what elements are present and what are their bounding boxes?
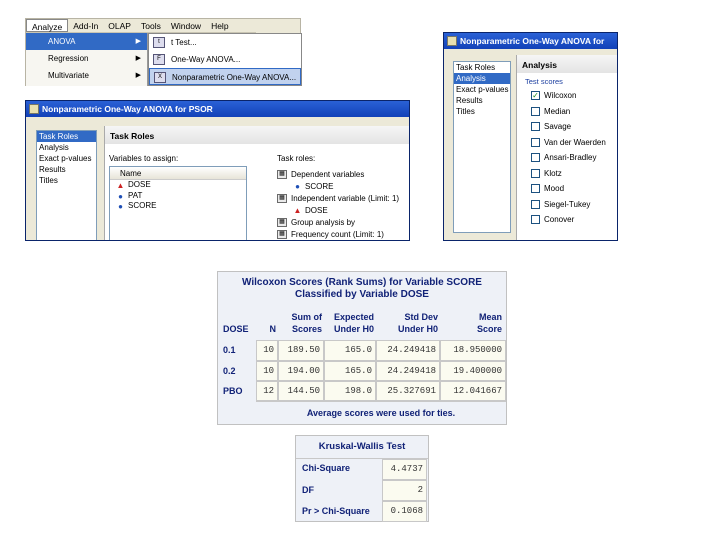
option-van-der-waerden[interactable] <box>517 135 618 151</box>
submenu-arrow-icon: ▶ <box>135 38 141 45</box>
role-value-score[interactable] <box>291 181 333 192</box>
cell-std-dev: 25.327691 <box>376 381 440 401</box>
task-roles-label: Task roles: <box>277 154 316 163</box>
option-label: Ansari-Bradley <box>544 153 597 162</box>
anova-icon: F <box>153 54 165 65</box>
menubar <box>26 19 256 33</box>
cell-mean-score: 19.400000 <box>440 361 506 381</box>
cell-sum-scores: 144.50 <box>278 381 324 401</box>
role-label: Group analysis by <box>291 218 356 227</box>
role-group-icon: ▦ <box>277 218 287 227</box>
nav-item-task-roles[interactable]: Task Roles <box>456 63 496 72</box>
nav-item-results[interactable]: Results <box>456 96 483 105</box>
cell-std-dev: 24.249418 <box>376 340 440 361</box>
window-title: Nonparametric One-Way ANOVA for <box>460 36 605 46</box>
table-footnote: Average scores were used for ties. <box>256 401 506 423</box>
option-label: Siegel-Tukey <box>544 199 591 209</box>
row-label-dose: 0.1 <box>223 345 236 355</box>
nav-item-task-roles[interactable]: Task Roles <box>37 131 96 142</box>
option-siegel-tukey[interactable] <box>517 197 618 213</box>
panel-heading: Task Roles <box>105 126 410 144</box>
menu-olap[interactable]: OLAP <box>108 21 131 31</box>
role-value-dose[interactable] <box>291 205 328 216</box>
numeric-var-icon: ● <box>295 182 300 191</box>
menu-item-label: Multivariate <box>48 71 89 80</box>
window-app-icon <box>29 104 39 114</box>
task-nav-list <box>453 61 511 233</box>
option-mood[interactable] <box>517 181 618 197</box>
cell-chi-square: 4.4737 <box>382 459 427 480</box>
row-label-dose: PBO <box>223 386 243 396</box>
role-dependent-variables[interactable] <box>277 169 364 180</box>
cell-std-dev: 24.249418 <box>376 361 440 381</box>
anova-submenu <box>148 33 302 86</box>
test-scores-group-label: Test scores <box>525 77 563 86</box>
menu-help[interactable]: Help <box>211 21 229 31</box>
column-header-mean-line1: Mean <box>478 312 502 322</box>
role-label: Dependent variables <box>291 170 365 179</box>
cell-mean-score: 12.041667 <box>440 381 506 401</box>
role-label: Independent variable (Limit: 1) <box>291 194 400 203</box>
task-roles-panel <box>104 126 410 241</box>
nonparametric-icon: X <box>154 72 166 83</box>
role-label: SCORE <box>305 182 334 191</box>
row-label-df: DF <box>302 485 314 495</box>
nav-item-analysis[interactable]: Analysis <box>39 143 69 152</box>
nav-item-analysis[interactable]: Analysis <box>454 73 510 84</box>
character-var-icon: ▲ <box>116 181 125 190</box>
column-header-sum-line2: Scores <box>291 324 322 334</box>
column-header-expected-line1: Expected <box>333 312 374 322</box>
nav-item-titles[interactable]: Titles <box>456 107 475 116</box>
option-conover[interactable] <box>517 212 618 228</box>
menu-analyze[interactable]: Analyze <box>26 19 68 32</box>
role-group-icon: ▦ <box>277 194 287 203</box>
window-app-icon <box>447 36 457 46</box>
option-label: Median <box>544 106 571 116</box>
variable-item-score[interactable] <box>110 201 246 212</box>
kruskal-wallis-table <box>295 435 429 522</box>
nav-item-exact-p-values[interactable]: Exact p-values <box>39 154 92 163</box>
nav-item-exact-p-values[interactable]: Exact p-values <box>456 85 509 94</box>
nav-item-results[interactable]: Results <box>39 165 66 174</box>
checkbox-icon[interactable] <box>531 138 540 147</box>
menu-add-in[interactable]: Add-In <box>73 21 99 31</box>
column-header-stddev-line1: Std Dev <box>404 312 438 322</box>
row-label-pr-chi-square: Pr > Chi-Square <box>302 506 370 516</box>
option-klotz[interactable] <box>517 166 618 182</box>
table-subtitle-line: Classified by Variable DOSE <box>295 289 429 300</box>
option-savage[interactable] <box>517 119 618 135</box>
checkbox-icon[interactable] <box>531 153 540 162</box>
submenu-item-label: Nonparametric One-Way ANOVA... <box>172 73 297 82</box>
window-title: Nonparametric One-Way ANOVA for PSOR <box>42 104 213 114</box>
menu-item-label: Regression <box>48 54 89 63</box>
table-title-line: Wilcoxon Scores (Rank Sums) for Variable SCORE <box>242 277 482 288</box>
wilcoxon-scores-table <box>217 271 507 425</box>
task-nav-list <box>36 130 97 241</box>
variable-item-dose[interactable] <box>110 180 246 191</box>
cell-expected: 165.0 <box>324 361 376 381</box>
role-group-icon: ▦ <box>277 230 287 239</box>
column-header-mean-line2: Score <box>476 324 502 334</box>
option-label: Savage <box>544 122 572 131</box>
analysis-window <box>443 32 618 241</box>
checkbox-icon[interactable] <box>531 169 540 178</box>
role-independent-variable[interactable] <box>277 193 399 204</box>
role-group-icon: ▦ <box>277 170 287 179</box>
menu-item-regression[interactable] <box>26 50 147 67</box>
checkbox-icon[interactable] <box>531 122 540 131</box>
role-label: Frequency count (Limit: 1) <box>291 230 384 239</box>
cell-n: 12 <box>256 381 278 401</box>
menu-item-multivariate[interactable] <box>26 67 147 84</box>
checkbox-icon[interactable] <box>531 200 540 209</box>
cell-pr-chi-square: 0.1068 <box>382 501 427 522</box>
checkbox-icon[interactable] <box>531 215 540 224</box>
ttest-icon: t <box>153 37 165 48</box>
column-header-name[interactable]: Name <box>110 167 246 180</box>
table-title: Kruskal-Wallis Test <box>296 436 428 459</box>
variable-label: SCORE <box>128 201 157 210</box>
numeric-var-icon: ● <box>118 191 123 201</box>
analysis-panel <box>516 55 618 241</box>
table-title <box>218 272 506 301</box>
nav-item-titles[interactable]: Titles <box>39 176 58 185</box>
option-label: Klotz <box>544 168 562 178</box>
row-label-dose: 0.2 <box>223 366 236 376</box>
checkbox-icon[interactable] <box>531 107 540 116</box>
submenu-arrow-icon: ▶ <box>135 55 141 62</box>
option-label: Van der Waerden <box>544 137 606 147</box>
cell-sum-scores: 194.00 <box>278 361 324 381</box>
column-header-sum-line1: Sum of <box>291 312 322 322</box>
option-label: Conover <box>544 215 575 224</box>
option-label: Mood <box>544 184 565 193</box>
cell-sum-scores: 189.50 <box>278 340 324 361</box>
cell-expected: 165.0 <box>324 340 376 361</box>
row-label-chi-square: Chi-Square <box>302 463 351 473</box>
menu-item-anova[interactable] <box>26 33 147 50</box>
menu-window[interactable]: Window <box>170 21 202 31</box>
submenu-item-label: t Test... <box>171 38 197 47</box>
submenu-item-one-way-anova[interactable] <box>149 51 301 68</box>
column-header-stddev-line2: Under H0 <box>397 324 438 334</box>
menu-item-label: ANOVA <box>48 37 76 46</box>
character-var-icon: ▲ <box>293 206 302 215</box>
checkbox-checked-icon[interactable]: ✓ <box>532 91 539 100</box>
cell-n: 10 <box>256 361 278 381</box>
menu-tools[interactable]: Tools <box>140 21 161 31</box>
column-header-n: N <box>269 324 276 334</box>
column-header-dose: DOSE <box>223 324 249 334</box>
panel-heading: Analysis <box>517 55 618 73</box>
submenu-item-label: One-Way ANOVA... <box>171 55 241 64</box>
analyze-dropdown <box>26 33 148 86</box>
cell-df: 2 <box>382 480 427 501</box>
role-group-analysis-by[interactable] <box>277 217 355 228</box>
submenu-item-nonparametric-anova[interactable] <box>149 68 301 85</box>
variable-label: PAT <box>128 190 143 200</box>
numeric-var-icon: ● <box>118 202 123 211</box>
option-median[interactable] <box>517 104 618 120</box>
option-ansari-bradley[interactable] <box>517 150 618 166</box>
submenu-item-t-test[interactable] <box>149 34 301 51</box>
checkbox-icon[interactable] <box>531 184 540 193</box>
variables-label: Variables to assign: <box>109 154 179 163</box>
role-label: DOSE <box>305 206 328 215</box>
cell-mean-score: 18.950000 <box>440 340 506 361</box>
window-titlebar[interactable] <box>26 101 409 117</box>
role-frequency-count[interactable] <box>277 229 384 240</box>
window-titlebar[interactable] <box>444 33 617 49</box>
option-wilcoxon[interactable] <box>517 88 618 104</box>
submenu-arrow-icon: ▶ <box>135 72 141 79</box>
menu-screenshot <box>25 18 301 86</box>
option-label: Wilcoxon <box>544 91 577 100</box>
variable-label: DOSE <box>128 180 151 189</box>
cell-n: 10 <box>256 340 278 361</box>
variable-item-pat[interactable] <box>110 191 246 202</box>
variables-list <box>109 166 247 241</box>
column-header-expected-line2: Under H0 <box>333 324 374 334</box>
task-roles-window <box>25 100 410 241</box>
cell-expected: 198.0 <box>324 381 376 401</box>
